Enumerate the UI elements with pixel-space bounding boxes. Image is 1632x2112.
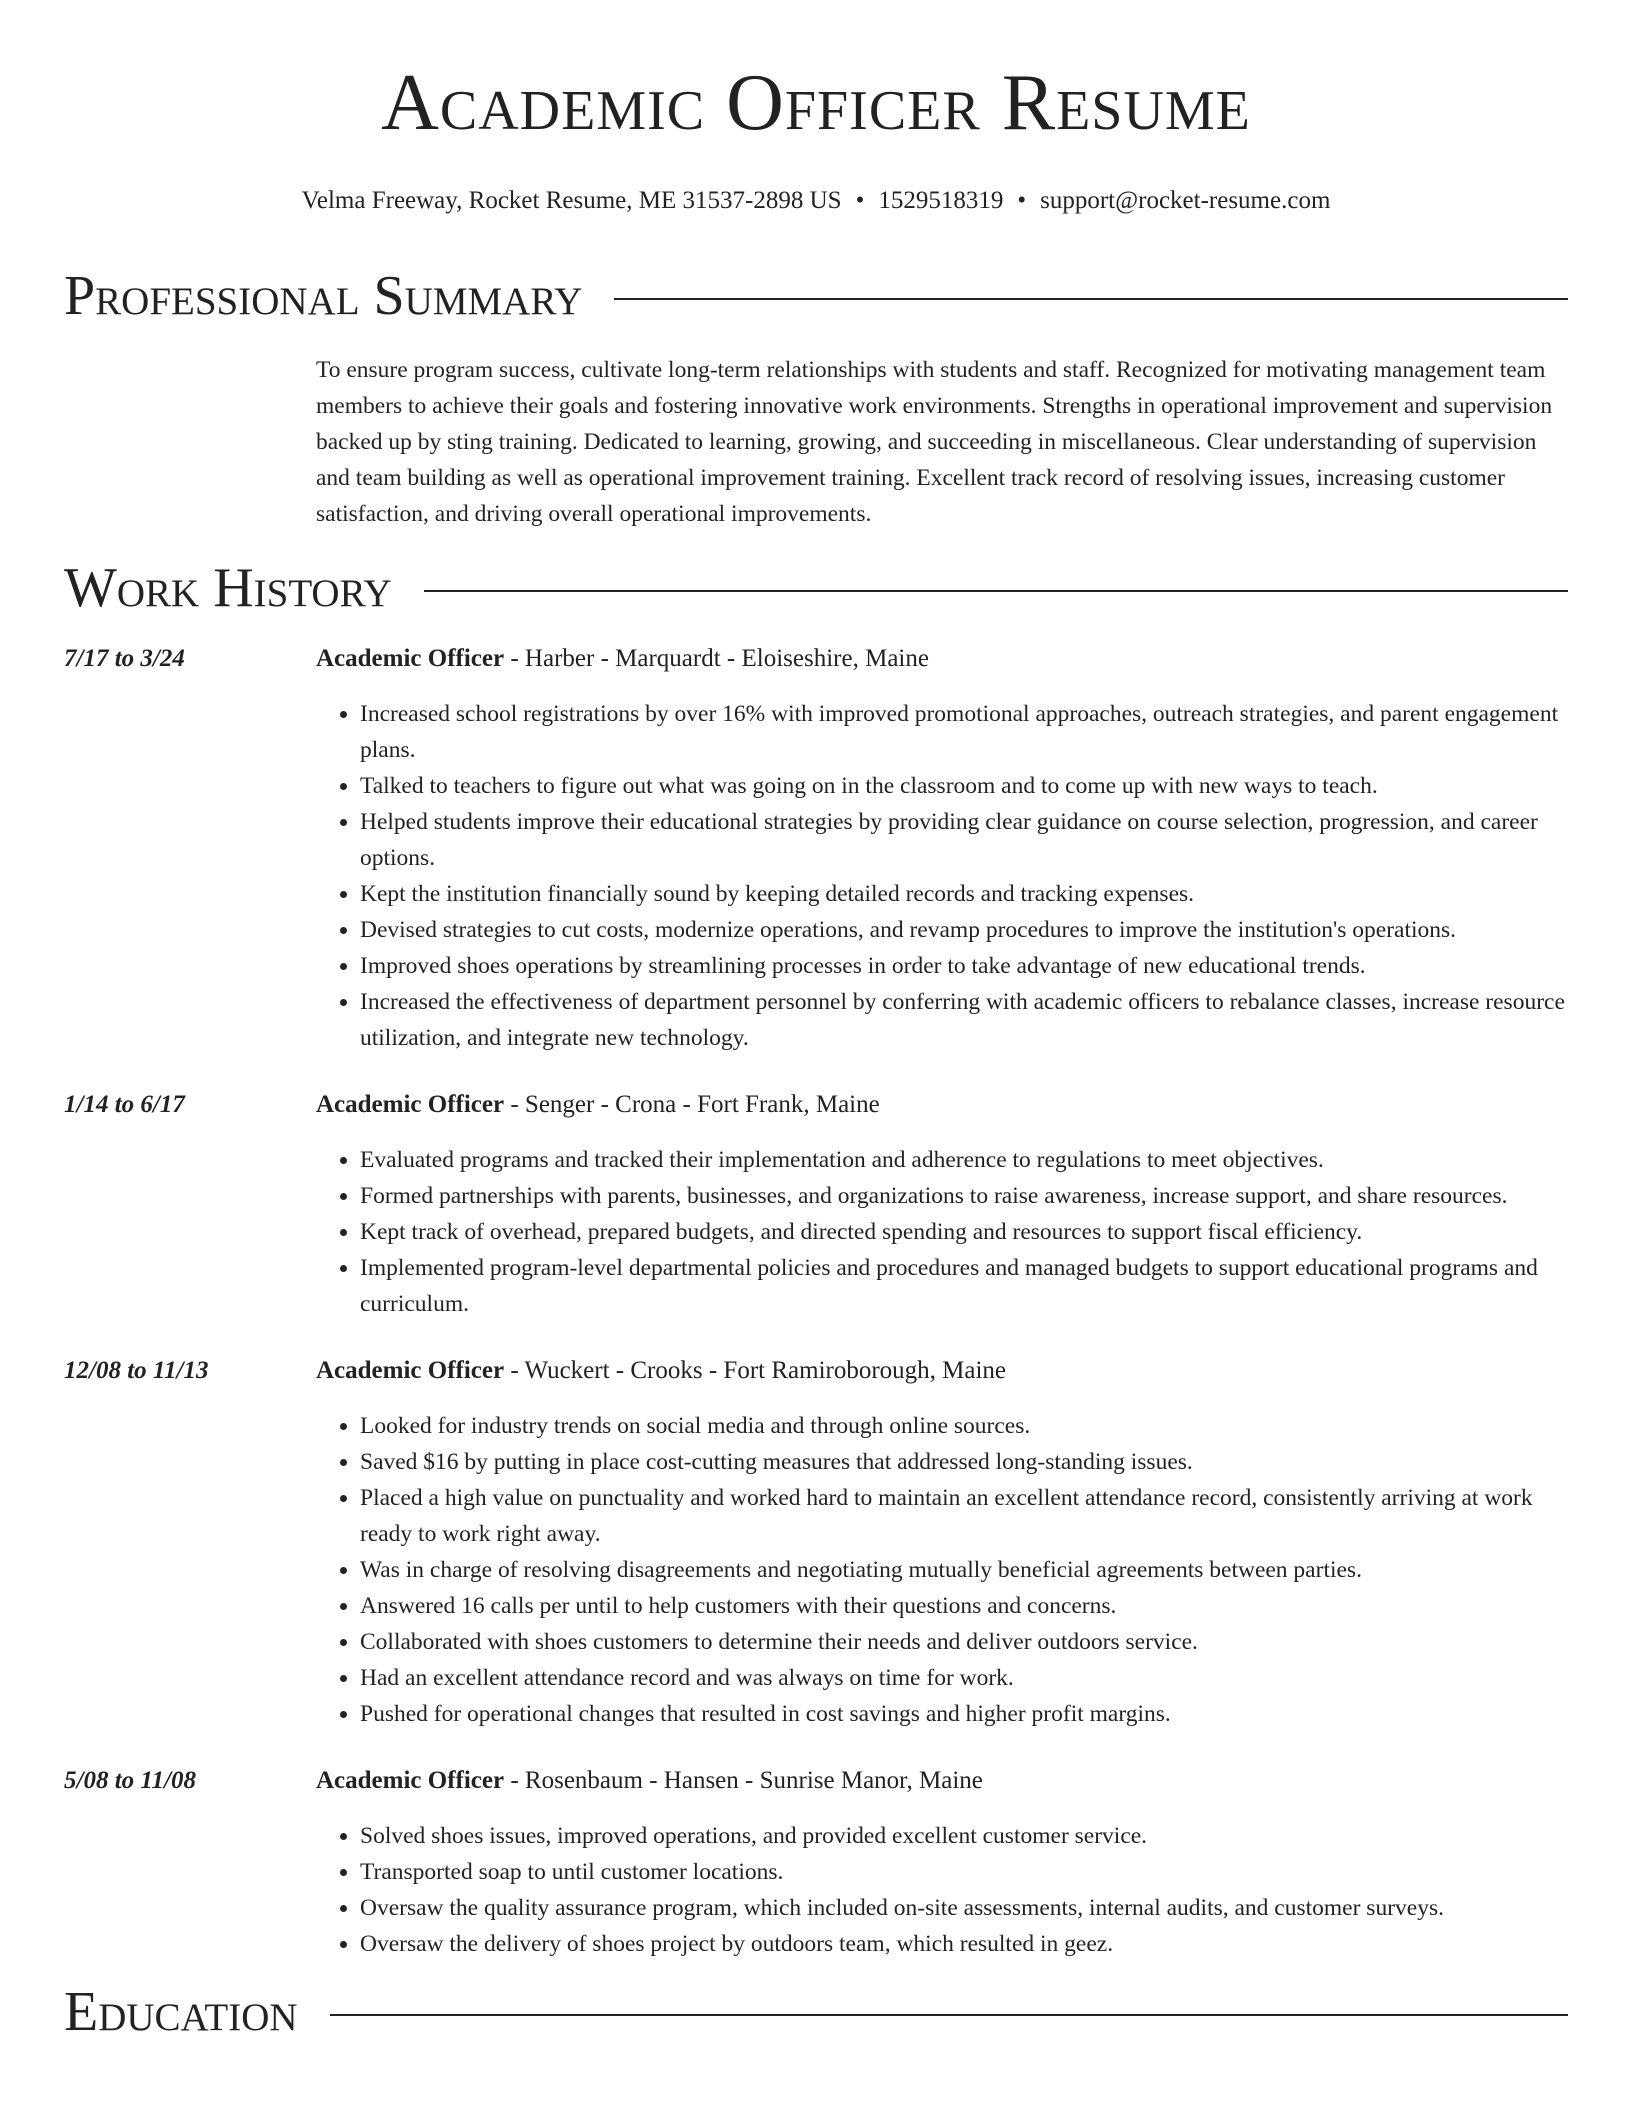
list-item: • Kept the institution financially sound by keeping detailed records and tracking expenses. (360, 876, 1568, 912)
job-role: Academic Officer (316, 1091, 505, 1118)
job-dates: 1/14 to 6/17 (64, 1091, 185, 1118)
job-bullets (316, 1142, 1568, 1322)
job-bullets (316, 696, 1568, 1056)
page-title: Academic Officer Resume (381, 59, 1251, 147)
job-employer: - Harber - Marquardt - Eloiseshire, Maine (504, 645, 929, 672)
job-role: Academic Officer (316, 1357, 505, 1384)
contact-separator: • (855, 187, 865, 214)
job-heading (316, 642, 1568, 676)
job-body (316, 1088, 1568, 1322)
job-entry (64, 1764, 1568, 1962)
list-item: • Collaborated with shoes customers to determine their needs and deliver outdoors service. (360, 1624, 1568, 1660)
list-item: • Devised strategies to cut costs, modernize operations, and revamp procedures to improve the institution's operations. (360, 912, 1568, 948)
job-body (316, 642, 1568, 1056)
summary-text: To ensure program success, cultivate long-term relationships with students and staff. Recognized for motivating management team members to achieve their goals and fostering innovative work environments. Strengths in operational improvement and supervision backed up by sting training. Dedicated to learning, growing, and succeeding in miscellaneous. Clear understanding of supervision and team building as well as operational improvement training. Excellent track record of resolving issues, increasing customer satisfaction, and driving overall operational improvements. (316, 357, 1553, 527)
job-bullets (316, 1408, 1568, 1732)
list-item: • Looked for industry trends on social media and through online sources. (360, 1408, 1568, 1444)
list-item: • Increased the effectiveness of department personnel by conferring with academic officers to rebalance classes, increase resource utilization, and integrate new technology. (360, 984, 1568, 1056)
list-item: • Saved $16 by putting in place cost-cutting measures that addressed long-standing issues. (360, 1444, 1568, 1480)
section-divider (614, 298, 1568, 300)
list-item: • Kept track of overhead, prepared budgets, and directed spending and resources to support fiscal efficiency. (360, 1214, 1568, 1250)
list-item: • Solved shoes issues, improved operations, and provided excellent customer service. (360, 1818, 1568, 1854)
job-heading (316, 1764, 1568, 1798)
list-item: • Formed partnerships with parents, businesses, and organizations to raise awareness, increase support, and share resources. (360, 1178, 1568, 1214)
job-role: Academic Officer (316, 645, 505, 672)
contact-phone: 1529518319 (878, 187, 1004, 214)
list-item: • Oversaw the quality assurance program, which included on-site assessments, internal audits, and customer surveys. (360, 1890, 1568, 1926)
job-dates: 5/08 to 11/08 (64, 1767, 196, 1794)
job-entry (64, 642, 1568, 1056)
job-role: Academic Officer (316, 1767, 505, 1794)
job-body (316, 1354, 1568, 1732)
list-item: • Transported soap to until customer locations. (360, 1854, 1568, 1890)
contact-separator: • (1017, 187, 1027, 214)
list-item: • Evaluated programs and tracked their implementation and adherence to regulations to meet objectives. (360, 1142, 1568, 1178)
work-section-header (64, 556, 1568, 620)
work-section-title: Work History (64, 557, 392, 619)
section-divider (330, 2014, 1568, 2016)
job-heading (316, 1354, 1568, 1388)
job-body (316, 1764, 1568, 1962)
list-item: • Implemented program-level departmental policies and procedures and managed budgets to support educational programs and curriculum. (360, 1250, 1568, 1322)
education-section-header (64, 1980, 1568, 2044)
job-dates: 7/17 to 3/24 (64, 645, 185, 672)
contact-line (64, 184, 1568, 218)
list-item: • Talked to teachers to figure out what was going on in the classroom and to come up with new ways to teach. (360, 768, 1568, 804)
list-item: • Answered 16 calls per until to help customers with their questions and concerns. (360, 1588, 1568, 1624)
list-item: • Improved shoes operations by streamlining processes in order to take advantage of new educational trends. (360, 948, 1568, 984)
summary-section-header (64, 264, 1568, 328)
list-item: • Had an excellent attendance record and was always on time for work. (360, 1660, 1568, 1696)
list-item: • Oversaw the delivery of shoes project by outdoors team, which resulted in geez. (360, 1926, 1568, 1962)
list-item: • Helped students improve their educational strategies by providing clear guidance on course selection, progression, and career options. (360, 804, 1568, 876)
list-item: • Pushed for operational changes that resulted in cost savings and higher profit margins. (360, 1696, 1568, 1732)
contact-address: Velma Freeway, Rocket Resume, ME 31537-2898 US (301, 187, 842, 214)
job-entry (64, 1354, 1568, 1732)
job-employer: - Wuckert - Crooks - Fort Ramiroborough, Maine (504, 1357, 1007, 1384)
job-bullets (316, 1818, 1568, 1962)
job-employer: - Senger - Crona - Fort Frank, Maine (504, 1091, 880, 1118)
education-section-title: Education (64, 1981, 298, 2043)
job-entry (64, 1088, 1568, 1322)
job-employer: - Rosenbaum - Hansen - Sunrise Manor, Maine (504, 1767, 983, 1794)
section-divider (424, 590, 1568, 592)
list-item: • Placed a high value on punctuality and worked hard to maintain an excellent attendance record, consistently arriving at work ready to work right away. (360, 1480, 1568, 1552)
list-item: • Was in charge of resolving disagreements and negotiating mutually beneficial agreements between parties. (360, 1552, 1568, 1588)
summary-section-title: Professional Summary (64, 265, 583, 327)
job-heading (316, 1088, 1568, 1122)
job-dates: 12/08 to 11/13 (64, 1357, 209, 1384)
contact-email: support@rocket-resume.com (1040, 187, 1331, 214)
list-item: • Increased school registrations by over 16% with improved promotional approaches, outreach strategies, and parent engagement plans. (360, 696, 1568, 768)
